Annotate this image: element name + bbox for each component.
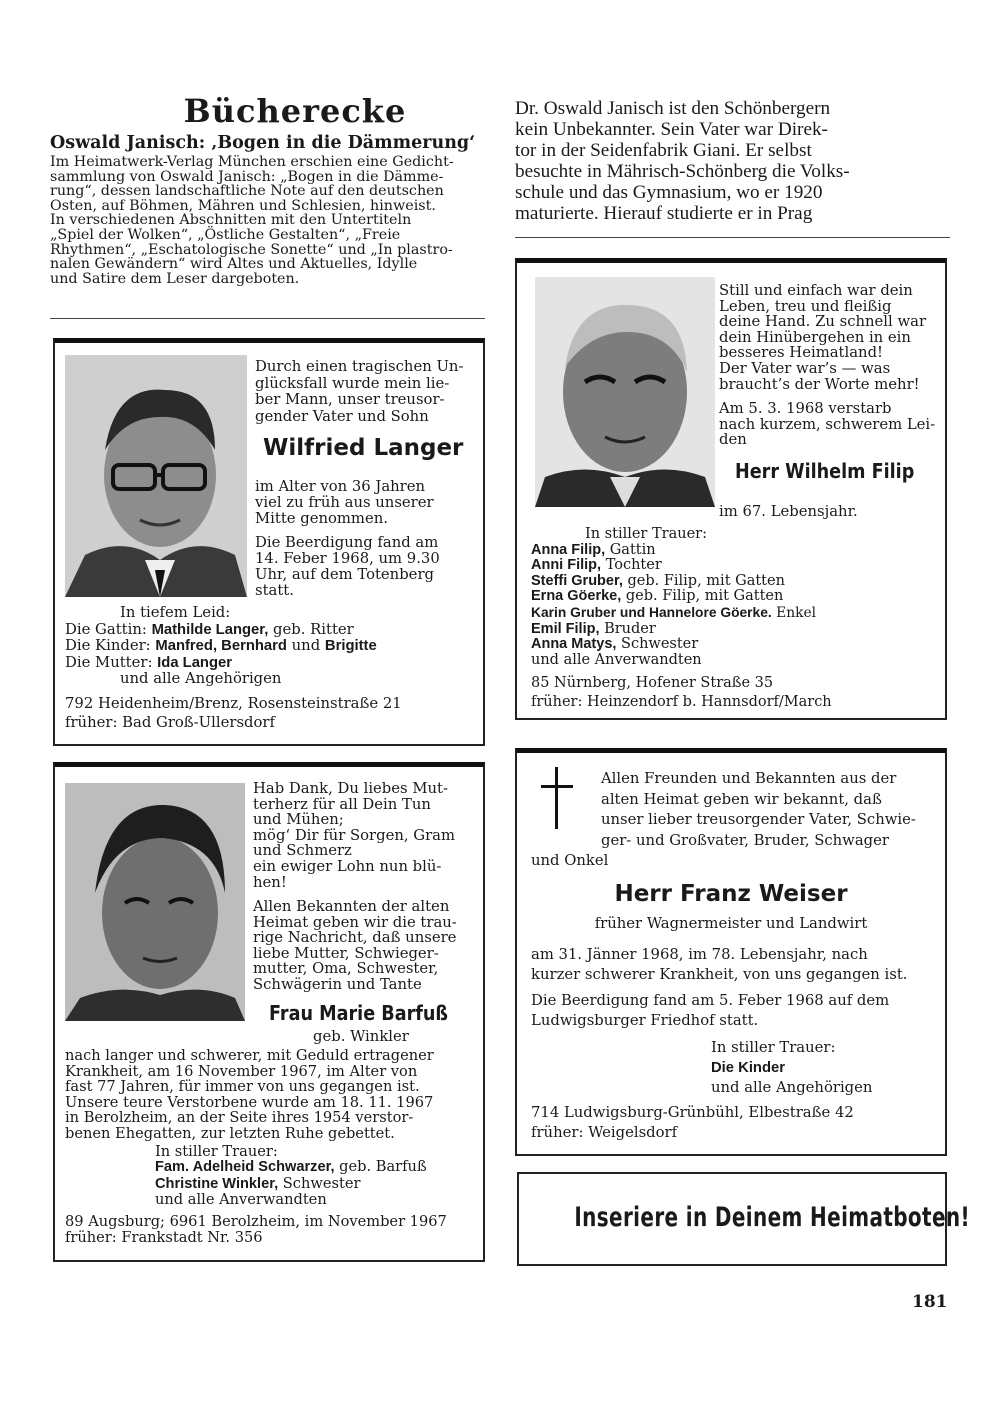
grief-label: In tiefem Leid:: [120, 604, 231, 621]
mourner-line: [65, 638, 475, 655]
mourning-label: In stiller Trauer:: [155, 1142, 278, 1160]
text-line: Am 5. 3. 1968 verstarb: [719, 400, 892, 417]
mourner-detail: Schwester: [282, 1174, 361, 1192]
text-line: besseres Heimatland!: [719, 344, 883, 362]
mourner-name: Fam. Adelheid Schwarzer,: [155, 1159, 335, 1176]
text-line: Allen Bekannten der alten: [253, 898, 450, 915]
mourner-line: [531, 589, 947, 605]
text-line: glücksfall wurde mein lie-: [255, 374, 450, 392]
advertisement-box: [517, 1172, 970, 1266]
mourner-detail: geb. Filip, mit Gatten: [625, 588, 784, 605]
weiser-death: [531, 945, 941, 985]
mourner-line: [65, 655, 475, 672]
mourner-name: Anna Filip,: [531, 541, 606, 558]
address-line: 714 Ludwigsburg-Grünbühl, Elbestraße 42: [531, 1104, 854, 1121]
text-line: Die Beerdigung fand am 5. Feber 1968 auf dem: [531, 992, 890, 1009]
mourner-line: [531, 558, 947, 574]
text-line: dein Hinübergehen in ein: [719, 328, 911, 346]
text-line: mög‘ Dir für Sorgen, Gram: [253, 826, 456, 844]
weiser-intro: [601, 769, 941, 851]
page-number: 181: [912, 1292, 948, 1312]
mourner-detail: Enkel: [776, 604, 817, 621]
mourner-line: [65, 622, 475, 639]
text-line: Heimat geben wir die trau-: [253, 913, 457, 931]
text-line: Mitte genommen.: [255, 510, 388, 527]
relation-label: Die Mutter:: [65, 653, 153, 671]
relatives-line: und alle Anverwandten: [155, 1191, 327, 1209]
books-continued-line: tor in der Seidenfabrik Giani. Er selbst: [515, 140, 812, 161]
address-line: 89 Augsburg; 6961 Berolzheim, im November 1967: [65, 1212, 447, 1230]
text-line: braucht’s der Worte mehr!: [719, 375, 920, 393]
deceased-name-weiser: Herr Franz Weiser: [614, 881, 848, 907]
mourner-line: [531, 622, 947, 638]
text-line: und Schmerz: [253, 842, 352, 860]
mourner-detail: geb. Filip, mit Gatten: [627, 572, 785, 589]
text-line: viel zu früh aus unserer: [255, 494, 434, 511]
former-address-line: früher: Weigelsdorf: [531, 1124, 678, 1141]
text-line: und Mühen;: [253, 811, 344, 829]
books-section: [50, 92, 490, 286]
text-line: Allen Freunden und Bekannten aus der: [601, 770, 897, 787]
former-address-line: früher: Bad Groß-Ullersdorf: [65, 714, 275, 731]
mourner-line: [531, 574, 947, 590]
mourner-name: Karin Gruber und Hannelore Göerke.: [531, 604, 772, 620]
text-line: nach langer und schwerer, mit Geduld ertragener: [65, 1047, 434, 1064]
mourner-detail: Tochter: [605, 557, 662, 574]
mourner-detail: geb. Barfuß: [339, 1158, 427, 1176]
books-line: Osten, auf Böhmen, Mähren und Schlesien, hinweist.: [50, 197, 436, 214]
text-line: Unsere teure Verstorbene wurde am 18. 11. 1967: [65, 1093, 434, 1111]
langer-funeral: [255, 535, 473, 599]
books-line: In verschiedenen Abschnitten mit den Untertiteln: [50, 212, 412, 229]
weiser-occupation: früher Wagnermeister und Landwirt: [594, 915, 868, 932]
mourner-detail: und: [291, 637, 321, 654]
mourner-line: [155, 1159, 483, 1176]
text-line: ein ewiger Lohn nun blü-: [253, 857, 442, 875]
obituary-langer: [53, 338, 485, 746]
text-line: Hab Dank, Du liebes Mut-: [253, 780, 448, 797]
barfuss-body: [65, 1048, 483, 1245]
text-line: kurzer schwerer Krankheit, von uns gegangen ist.: [531, 966, 908, 983]
text-line: Uhr, auf dem Totenberg: [255, 566, 434, 583]
barfuss-born: geb. Winkler: [313, 1028, 409, 1045]
text-line: den: [719, 431, 747, 449]
ad-text: Inseriere in Deinem Heimatboten!: [574, 1202, 970, 1233]
obituary-filip: [515, 258, 947, 720]
text-line: am 31. Jänner 1968, im 78. Lebensjahr, nach: [531, 946, 868, 963]
langer-age: [255, 479, 473, 527]
former-address-line: früher: Frankstadt Nr. 356: [65, 1228, 263, 1246]
deceased-name-barfuss: Frau Marie Barfuß: [269, 1001, 449, 1025]
mourner-line: [531, 637, 947, 653]
mourning-label: In stiller Trauer:: [585, 526, 707, 542]
relatives-line: und alle Anverwandten: [531, 651, 702, 668]
mourner-detail: Schwester: [621, 636, 699, 653]
text-line: Ludwigsburger Friedhof statt.: [531, 1012, 759, 1029]
books-line: rung“, dessen landschaftliche Note auf den deutschen: [50, 183, 444, 200]
mourning-label: In stiller Trauer:: [711, 1039, 836, 1056]
books-continued-line: maturierte. Hierauf studierte er in Prag: [515, 203, 813, 224]
filip-mourners: [531, 527, 947, 711]
text-line: ger- und Großvater, Bruder, Schwager: [601, 831, 889, 849]
text-line: Still und einfach war dein: [719, 282, 913, 299]
books-subtitle: Oswald Janisch: ‚Bogen in die Dämmerung‘: [50, 133, 476, 153]
portrait-photo-filip: [535, 277, 715, 507]
books-continued-line: besuchte in Mährisch-Schönberg die Volks-: [515, 161, 850, 182]
mourner-line: [155, 1176, 483, 1193]
mourner-name: Emil Filip,: [531, 620, 600, 637]
mourner-name: Anni Filip,: [531, 557, 602, 574]
filip-age: im 67. Lebensjahr.: [719, 503, 858, 520]
text-line: hen!: [253, 873, 287, 891]
books-line: Rhythmen“, „Eschatologische Sonette“ und „In plastro-: [50, 241, 453, 258]
books-line: und Satire dem Leser dargeboten.: [50, 270, 300, 287]
divider: [50, 318, 485, 319]
address-line: 85 Nürnberg, Hofener Straße 35: [531, 675, 774, 692]
mourner-line: [531, 543, 947, 559]
mourner-name: Brigitte: [324, 638, 377, 654]
books-heading: Bücherecke: [183, 92, 407, 130]
text-line: nach kurzem, schwerem Lei-: [719, 415, 936, 433]
relatives-line: und alle Angehörigen: [120, 670, 282, 687]
deceased-name-filip: Herr Wilhelm Filip: [735, 459, 915, 483]
text-line: ber Mann, unser treusor-: [255, 391, 445, 408]
mourner-line: [531, 605, 947, 622]
text-line: deine Hand. Zu schnell war: [719, 313, 927, 331]
weiser-intro-end: und Onkel: [531, 852, 609, 869]
mourner-name: Manfred, Bernhard: [155, 638, 287, 654]
text-line: unser lieber treusorgender Vater, Schwie-: [601, 811, 916, 828]
books-text: [50, 155, 490, 286]
text-line: benen Ehegatten, zur letzten Ruhe gebettet.: [65, 1124, 395, 1142]
mourner-name: Anna Matys,: [531, 636, 617, 653]
address-line: 792 Heidenheim/Brenz, Rosensteinstraße 21: [65, 694, 402, 712]
portrait-photo-barfuss: [65, 783, 245, 1021]
deceased-name-langer: Wilfried Langer: [263, 435, 464, 461]
books-line: Im Heimatwerk-Verlag München erschien eine Gedicht-: [50, 154, 454, 170]
text-line: statt.: [255, 582, 294, 599]
text-line: 14. Feber 1968, um 9.30: [255, 550, 440, 567]
portrait-photo-langer: [65, 355, 247, 597]
mourner-name: Mathilde Langer,: [151, 621, 269, 638]
mourner-name: Erna Göerke,: [531, 588, 622, 605]
text-line: im Alter von 36 Jahren: [255, 478, 426, 495]
text-line: Der Vater war’s — was: [719, 359, 891, 377]
obituary-weiser: [515, 748, 947, 1156]
text-line: Die Beerdigung fand am: [255, 534, 439, 551]
filip-poem: [719, 283, 937, 392]
divider: [515, 237, 950, 238]
relatives-line: und alle Angehörigen: [711, 1079, 873, 1096]
cross-icon: [537, 767, 577, 833]
relation-label: Die Kinder:: [65, 637, 151, 654]
books-continued-line: kein Unbekannter. Sein Vater war Direk-: [515, 119, 828, 140]
text-line: fast 77 Jahren, für immer von uns gegangen ist.: [65, 1078, 420, 1096]
mourner-name: Ida Langer: [157, 654, 232, 671]
books-continued-line: Dr. Oswald Janisch ist den Schönbergern: [515, 98, 831, 119]
text-line: in Berolzheim, an der Seite ihres 1954 verstor-: [65, 1109, 414, 1127]
relation-label: Die Gattin:: [65, 620, 147, 638]
mourner-name: Christine Winkler,: [155, 1175, 279, 1192]
books-line: sammlung von Oswald Janisch: „Bogen in die Dämme-: [50, 168, 444, 185]
weiser-address: [531, 1103, 941, 1143]
text-line: Krankheit, am 16 November 1967, im Alter von: [65, 1062, 418, 1080]
obituary-barfuss: [53, 762, 485, 1262]
former-address-line: früher: Heinzendorf b. Hannsdorf/March: [531, 693, 832, 710]
books-continued-line: schule und das Gymnasium, wo er 1920: [515, 182, 823, 203]
barfuss-notice: [253, 899, 475, 993]
mourner-detail: geb. Ritter: [273, 620, 354, 638]
langer-mourners: [65, 605, 475, 732]
text-line: rige Nachricht, daß unsere: [253, 929, 457, 947]
mourner-detail: Bruder: [604, 620, 656, 637]
text-line: liebe Mutter, Schwieger-: [253, 944, 439, 962]
books-line: „Spiel der Wolken“, „Östliche Gestalten“, „Freie: [50, 226, 401, 243]
text-line: terherz für all Dein Tun: [253, 795, 431, 813]
filip-death: [719, 401, 937, 448]
barfuss-poem: [253, 781, 475, 890]
text-line: mutter, Oma, Schwester,: [253, 960, 439, 978]
text-line: gender Vater und Sohn: [255, 407, 429, 425]
books-line: nalen Gewändern“ wird Altes und Aktuelles, Idylle: [50, 256, 418, 273]
books-continued: [515, 98, 955, 224]
text-line: alten Heimat geben wir bekannt, daß: [601, 790, 882, 808]
mourner-detail: Gattin: [609, 541, 656, 558]
text-line: Leben, treu und fleißig: [719, 297, 892, 315]
langer-intro: [255, 359, 473, 425]
weiser-funeral: [531, 991, 941, 1031]
text-line: Schwägerin und Tante: [253, 975, 422, 993]
text-line: Durch einen tragischen Un-: [255, 358, 464, 375]
mourner-name: Die Kinder: [711, 1060, 785, 1076]
weiser-mourners: [711, 1038, 941, 1098]
mourner-name: Steffi Gruber,: [531, 572, 623, 589]
